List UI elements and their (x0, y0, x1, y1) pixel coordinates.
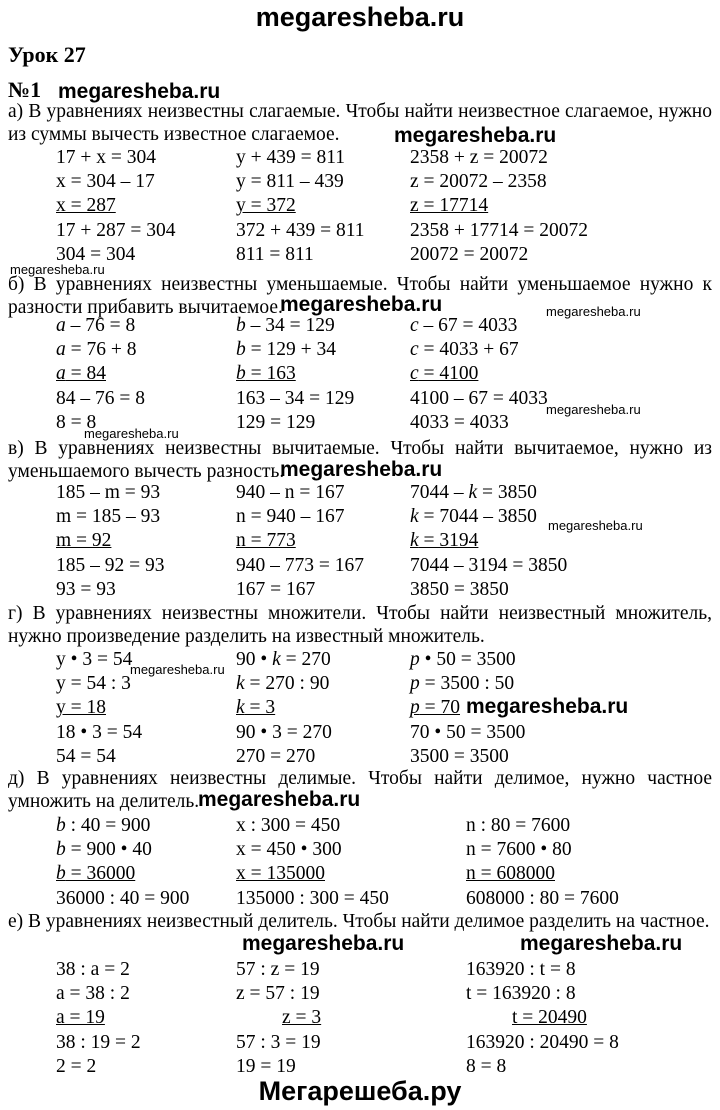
section-g-column-2: 90 • k = 270 k = 270 : 90 k = 3 90 • 3 = 270 270 = 270 (236, 649, 332, 767)
section-e-column-3: 163920 : t = 8 t = 163920 : 8 t = 20490 163920 : 20490 = 8 8 = 8 (466, 959, 619, 1077)
section-a-column-1: 17 + x = 304 x = 304 – 17 x = 287 17 + 287 = 304 304 = 304 (56, 147, 176, 265)
watermark: megaresheba.ru (548, 518, 643, 533)
watermark: megaresheba.ru (242, 932, 405, 955)
watermark-top: megaresheba.ru (255, 2, 465, 32)
section-e-column-2: 57 : z = 19 z = 57 : 19 z = 3 57 : 3 = 19 19 = 19 (236, 959, 322, 1077)
section-a-description: а) В уравнениях неизвестны слагаемые. Чтобы найти неизвестное слагаемое, нужно из суммы вычесть известное слагаемое. (8, 101, 712, 145)
section-g-column-1: y • 3 = 54 y = 54 : 3 y = 18 18 • 3 = 54 54 = 54 (56, 649, 143, 767)
watermark: megaresheba.ru (466, 695, 629, 718)
watermark: megaresheba.ru (280, 293, 443, 316)
section-b-column-3: c – 67 = 4033 c = 4033 + 67 c = 4100 4100 – 67 = 4033 4033 = 4033 (410, 315, 548, 433)
watermark: megaresheba.ru (84, 426, 179, 441)
section-b-column-1: a – 76 = 8 a = 76 + 8 a = 84 84 – 76 = 8 8 = 8 (56, 315, 145, 433)
section-g-column-3: p • 50 = 3500 p = 3500 : 50 p = 70 70 • 50 = 3500 3500 = 3500 (410, 649, 526, 767)
section-v-description: в) В уравнениях неизвестны вычитаемые. Чтобы найти вычитаемое, нужно из уменьшаемого вычесть разность. (8, 438, 712, 482)
section-v-column-1: 185 – m = 93 m = 185 – 93 m = 92 185 – 92 = 93 93 = 93 (56, 482, 165, 600)
watermark: megaresheba.ru (10, 262, 105, 277)
watermark: megaresheba.ru (58, 80, 221, 103)
watermark: megaresheba.ru (280, 458, 443, 481)
watermark: megaresheba.ru (394, 124, 557, 147)
section-a-column-3: 2358 + z = 20072 z = 20072 – 2358 z = 17714 2358 + 17714 = 20072 20072 = 20072 (410, 147, 588, 265)
watermark: megaresheba.ru (520, 932, 683, 955)
section-a-column-2: y + 439 = 811 y = 811 – 439 y = 372 372 + 439 = 811 811 = 811 (236, 147, 365, 265)
watermark: megaresheba.ru (546, 402, 641, 417)
watermark: megaresheba.ru (198, 788, 361, 811)
section-d-column-1: b : 40 = 900 b = 900 • 40 b = 36000 36000 : 40 = 900 (56, 815, 190, 909)
watermark: megaresheba.ru (546, 304, 641, 319)
section-e-column-1: 38 : a = 2 a = 38 : 2 a = 19 38 : 19 = 2 2 = 2 (56, 959, 141, 1077)
watermark-bottom: Мегарешеба.ру (258, 1076, 462, 1106)
section-g-description: г) В уравнениях неизвестны множители. Чтобы найти неизвестный множитель, нужно произведение разделить на известный множитель. (8, 603, 712, 647)
section-d-column-3: n : 80 = 7600 n = 7600 • 80 n = 608000 608000 : 80 = 7600 (466, 815, 619, 909)
section-b-description: б) В уравнениях неизвестны уменьшаемые. Чтобы найти уменьшаемое нужно к разности прибавить вычитаемое. (8, 274, 712, 318)
section-b-column-2: b – 34 = 129 b = 129 + 34 b = 163 163 – 34 = 129 129 = 129 (236, 315, 355, 433)
section-d-description: д) В уравнениях неизвестны делимые. Чтобы найти делимое, нужно частное умножить на делитель. (8, 768, 712, 812)
lesson-title: Урок 27 (8, 42, 86, 67)
task-number: №1 (8, 77, 42, 102)
section-v-column-3: 7044 – k = 3850 k = 7044 – 3850 k = 3194 7044 – 3194 = 3850 3850 = 3850 (410, 482, 568, 600)
section-e-description: е) В уравнениях неизвестный делитель. Чтобы найти делимое разделить на частное. (8, 911, 710, 932)
watermark: megaresheba.ru (130, 662, 225, 677)
section-d-column-2: x : 300 = 450 x = 450 • 300 x = 135000 135000 : 300 = 450 (236, 815, 389, 909)
section-v-column-2: 940 – n = 167 n = 940 – 167 n = 773 940 – 773 = 167 167 = 167 (236, 482, 364, 600)
